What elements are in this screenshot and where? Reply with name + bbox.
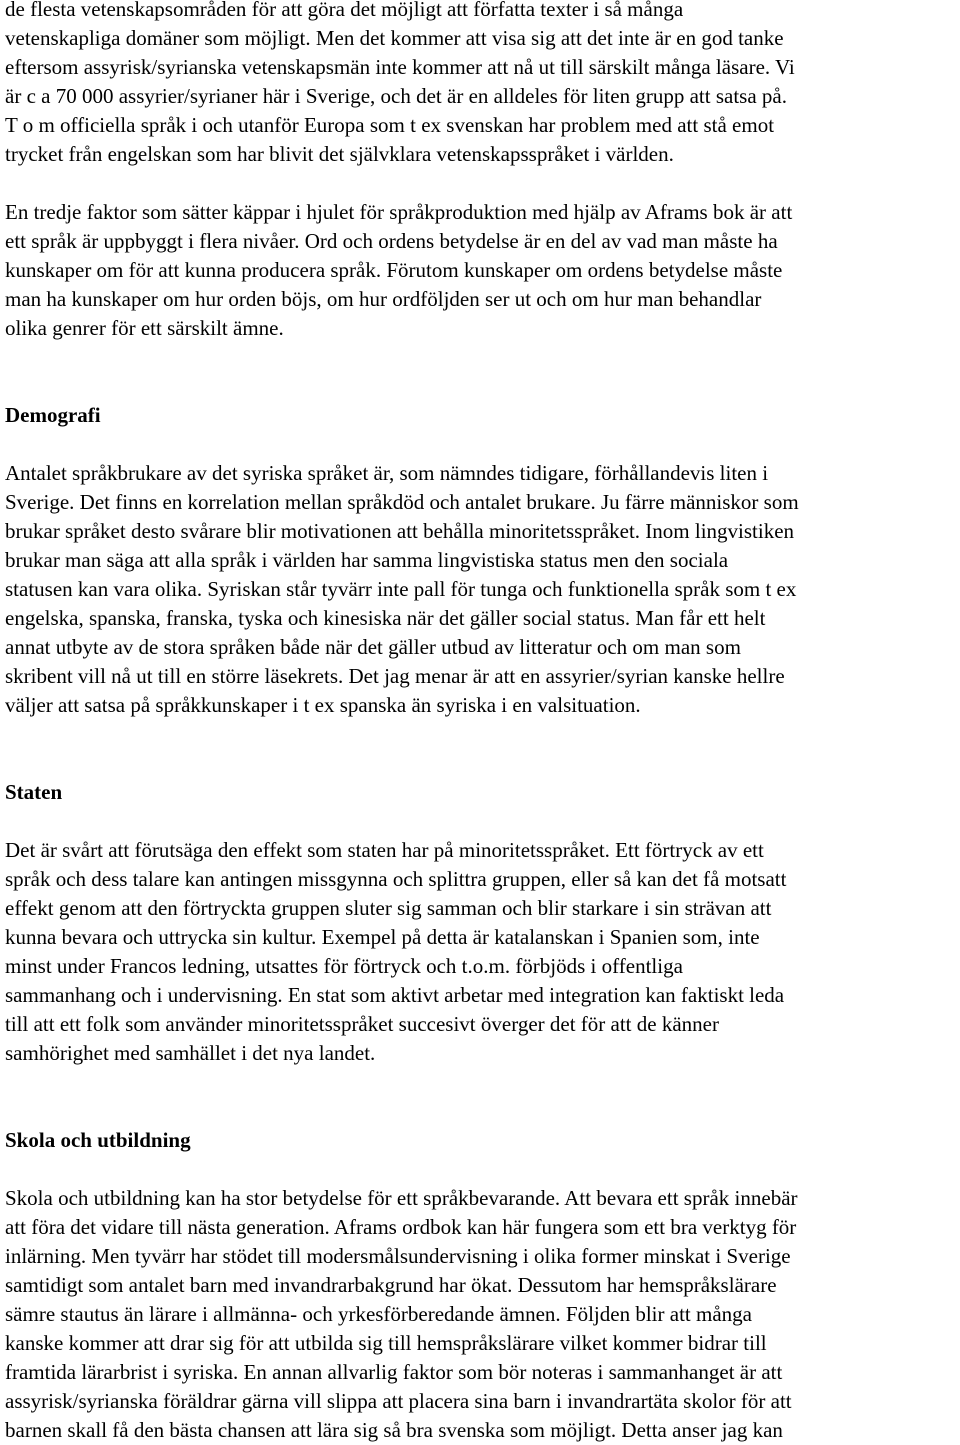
section-spacer (5, 343, 960, 401)
section-body-skola-och-utbildning: Skola och utbildning kan ha stor betydelse för ett språkbevarande. Att bevara ett språk innebär att föra det vidare till nästa generation. Aframs ordbok kan här fungera som ett bra verktyg för inlärning. Men tyvärr har stödet till modersmålsundervisning i olika former minskat i Sverige samtidigt som antalet barn med invandrarbakgrund har ökat. Dessutom har hemspråkslärare sämre stautus än lärare i allmänna- och yrkesförberedande ämnen. Följden blir att många kanske kommer att drar sig för att utbilda sig till hemspråkslärare vilket kommer bidrar till framtida lärarbrist i syriska. En annan allvarlig faktor som bör noteras i sammanhanget är att assyrisk/syrianska föräldrar gärna vill slippa att placera sina barn i invandrartäta skolor för att barnen skall få den bästa chansen att lära sig så bra svenska som möjligt. Detta anser jag kan (5, 1186, 798, 1442)
heading-spacer (5, 1155, 960, 1184)
section-heading-skola-och-utbildning: Skola och utbildning (5, 1128, 191, 1152)
heading-spacer (5, 430, 960, 459)
section-body-staten: Det är svårt att förutsäga den effekt som staten har på minoritetsspråket. Ett förtryck av ett språk och dess talare kan antingen missgynna och splittra gruppen, eller så kan det få motsatt effekt genom att den förtryckta gruppen sluter sig samman och blir starkare i sin strävan att kunna bevara och uttrycka sin kultur. Exempel på detta är katalanskan i Spanien som, inte minst under Francos ledning, utsattes för förtryck och t.o.m. förbjöds i offentliga sammanhang och i undervisning. En stat som aktivt arbetar med integration kan faktiskt leda till att ett folk som använder minoritetsspråket succesivt överger det för att de känner samhörighet med samhället i det nya landet. (5, 838, 787, 1065)
document-page (5, 0, 960, 1445)
paragraph-third-factor: En tredje faktor som sätter käppar i hjulet för språkproduktion med hjälp av Aframs bok är att ett språk är uppbyggt i flera nivåer. Ord och ordens betydelse är en del av vad man måste ha kunskaper om för att kunna producera språk. Förutom kunskaper om ordens betydelse måste man ha kunskaper om hur orden böjs, om hur ordföljden ser ut och om hur man behandlar olika genrer för ett särskilt ämne. (5, 200, 793, 340)
section-spacer (5, 720, 960, 778)
paragraph-intro-continuation: de flesta vetenskapsområden för att göra det möjligt att författa texter i så många vetenskapliga domäner som möjligt. Men det kommer att visa sig att det inte är en god tanke eftersom assyrisk/syrianska vetenskapsmän inte kommer att nå ut till särskilt många läsare. Vi är c a 70 000 assyrier/syrianer här i Sverige, och det är en alldeles för liten grupp att satsa på. T o m officiella språk i och utanför Europa som t ex svenskan har problem med att stå emot trycket från engelskan som har blivit det självklara vetenskapsspråket i världen. (5, 0, 795, 166)
section-spacer (5, 1068, 960, 1126)
section-heading-demografi: Demografi (5, 403, 101, 427)
heading-spacer (5, 807, 960, 836)
paragraph-spacer (5, 169, 960, 198)
section-body-demografi: Antalet språkbrukare av det syriska språket är, som nämndes tidigare, förhållandevis liten i Sverige. Det finns en korrelation mellan språkdöd och antalet brukare. Ju färre människor som brukar språket desto svårare blir motivationen att behålla minoritetsspråket. Inom lingvistiken brukar man säga att alla språk i världen har samma lingvistiska status men den sociala statusen kan vara olika. Syriskan står tyvärr inte pall för tunga och funktionella språk som t ex engelska, spanska, franska, tyska och kinesiska när det gäller social status. Man får ett helt annat utbyte av de stora språken både när det gäller utbud av litteratur och om man som skribent vill nå ut till en större läsekrets. Det jag menar är att en assyrier/syrian kanske hellre väljer att satsa på språkkunskaper i t ex spanska än syriska i en valsituation. (5, 461, 799, 717)
section-heading-staten: Staten (5, 780, 63, 804)
